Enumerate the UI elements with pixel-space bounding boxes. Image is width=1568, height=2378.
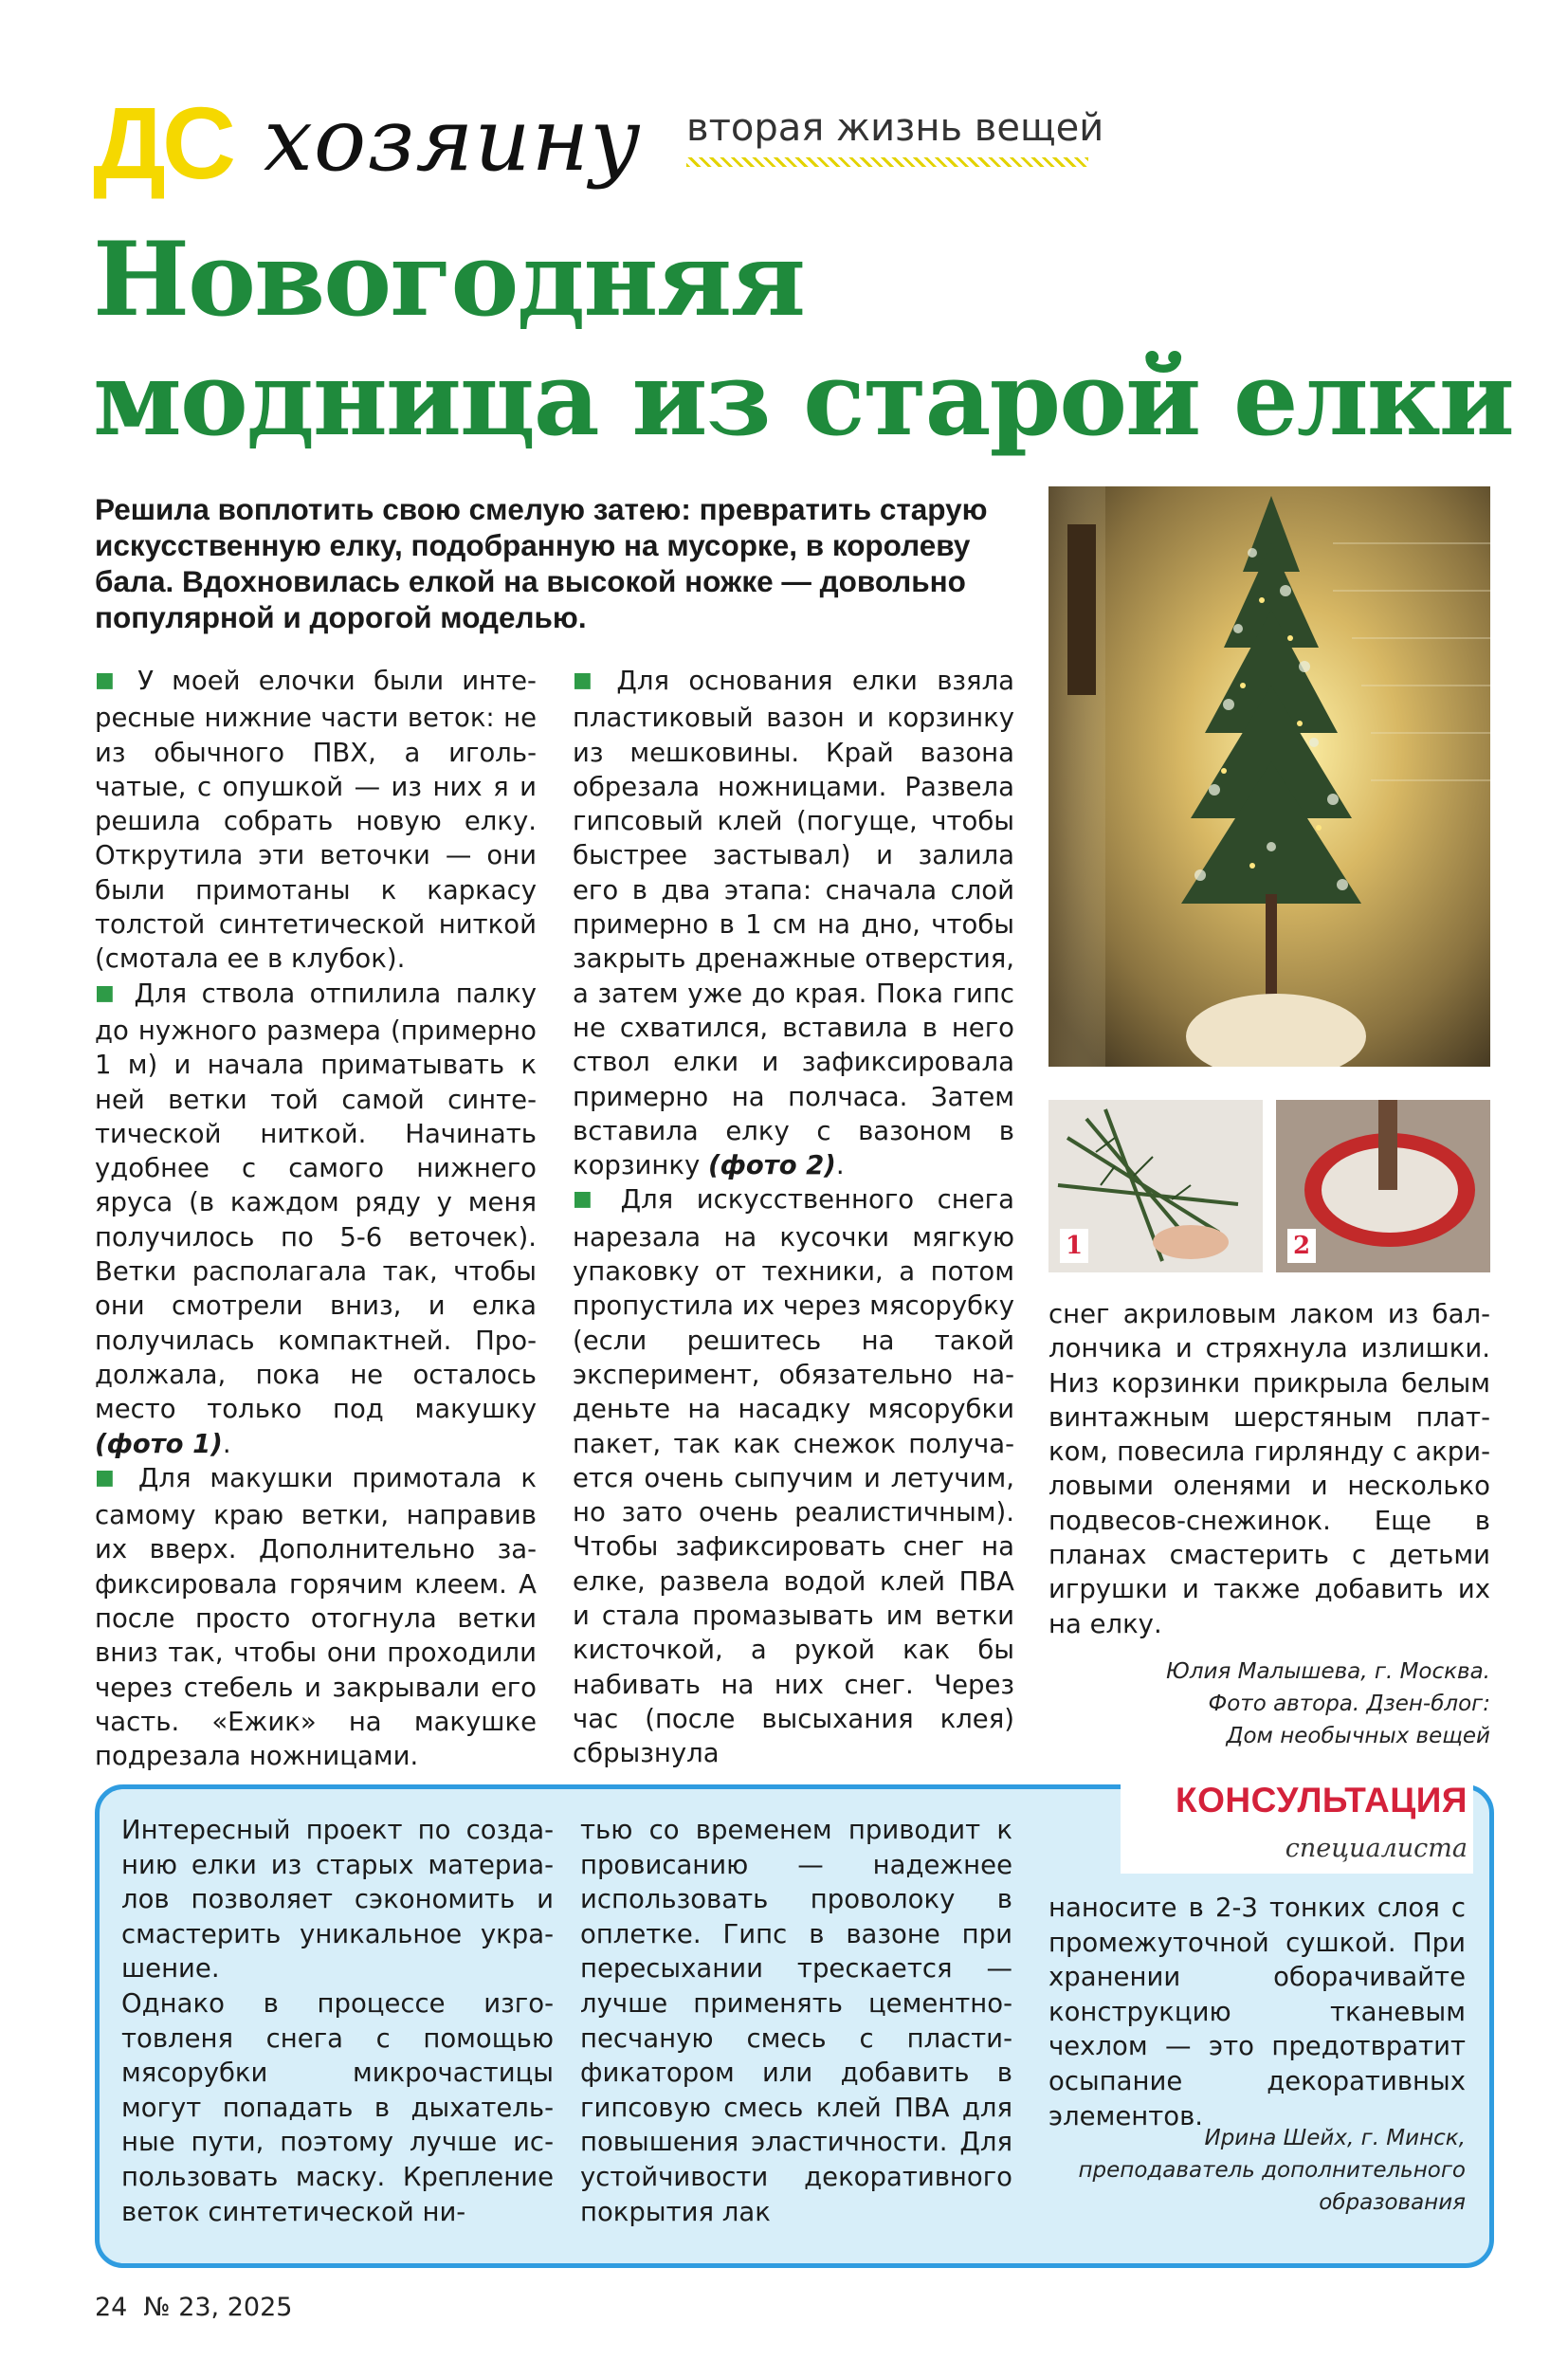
text-column-1 <box>95 664 537 1774</box>
photo-number: 2 <box>1287 1229 1316 1263</box>
article-lead: Решила воплотить свою смелую затею: превратить старую искусственную елку, подобранную на мусорке, в королеву бала. Вдохновилась елкой на высокой ножке — довольно популярной и дорогой моделью. <box>95 492 988 634</box>
page-footer <box>95 2293 292 2322</box>
article-title <box>93 220 1513 459</box>
paragraph: тью со временем приводит к провисанию — надежнее использовать проволоку в оплетке. Гипс в вазоне при пересыхании трескается — лучше применять цементно-песчаную смесь с пластификатором или добавить в гипсовую смесь клей ПВА для повышения эластичности. Для устойчивости декоративного покрытия лак <box>580 1815 1012 2227</box>
page-number: 24 <box>95 2293 128 2322</box>
consultation-column-1 <box>121 1813 554 2229</box>
consultation-credits <box>1048 2122 1466 2219</box>
text-column-3 <box>1048 1297 1490 1641</box>
photo-reference: (фото 1) <box>95 1428 223 1459</box>
credit-author: Юлия Малышева, г. Москва. <box>1165 1659 1490 1684</box>
expert-role: преподаватель дополнительного <box>1078 2158 1466 2183</box>
photo-step-1 <box>1048 1100 1263 1272</box>
paragraph: ■ У моей елочки были интересные нижние части веток: не из обычного ПВХ, а игольчатые, с опушкой — из них я и решила собрать новую елку. Открутила эти веточки — они были примотаны к каркасу толстой синтетической ниткой (смотала ее в клубок). <box>95 664 537 977</box>
expert-name: Ирина Шейх, г. Минск, <box>1204 2126 1466 2150</box>
paragraph: наносите в 2-3 тонких слоя с промежуточной сушкой. При хранении оборачивайте конструкцию тканевым чехлом — это предотвратит осыпание декоративных элементов. <box>1048 1893 1466 2131</box>
article-credits <box>1048 1655 1490 1752</box>
rubric-underline <box>686 157 1088 167</box>
rubric-label: вторая жизнь вещей <box>686 106 1104 150</box>
consultation-subtitle: специалиста <box>1285 1834 1468 1863</box>
photo-reference: (фото 2) <box>708 1150 836 1181</box>
logo-mark: ДС <box>93 85 232 200</box>
paragraph: ■ Для основания елки взяла пластиковый вазон и корзинку из мешковины. Край вазона обрезала ножницами. Развела гипсовый клей (погуще, чтобы быстрее застывал) и залила его в два этапа: сначала слой примерно в 1 см на дно, чтобы закрыть дренажные отверстия, а затем уже до края. Пока гипс не схватился, вставила в него ствол елки и зафиксировала примерно на полчаса. Затем вставила елку с вазоном в корзинку (фото 2). <box>573 664 1014 1182</box>
paragraph: Однако в процессе изготовленя снега с помощью мясорубки микрочастицы могут попадать в дыхательные пути, поэтому лучше использовать маску. Крепление веток синтетической ни- <box>121 1987 554 2227</box>
photo-step-2 <box>1276 1100 1490 1272</box>
text-column-2 <box>573 664 1014 1771</box>
tree-photo-image <box>1048 486 1490 1067</box>
logo-word: хозяину <box>264 89 642 191</box>
paragraph: ■ Для искусственного снега нарезала на кусочки мягкую упаковку от техники, а потом пропустила их через мясорубку (если решитесь на такой эксперимент, обязательно наденьте на насадку мясорубки пакет, так как снежок получается очень сыпучим и летучим, но зато очень реалистичным). Чтобы зафиксировать снег на елке, развела водой клей ПВА и стала промазывать им ветки кисточкой, а рукой как бы набивать на них снег. Через час (после высыхания клея) сбрызнула <box>573 1182 1014 1770</box>
title-line-1: Новогодняя <box>93 220 804 339</box>
paragraph: ■ Для ствола отпилила палку до нужного размера (примерно 1 м) и начала приматывать к ней ветки той самой синтетической ниткой. Начинать удобнее с самого нижнего яруса (в каждом ряду у меня получилось по 5-6 веточек). Ветки располагала так, чтобы они смотрели вниз, и елка получилась компактней. Продолжала, пока не осталось место только под макушку (фото 1). <box>95 977 537 1461</box>
credit-photo: Фото автора. Дзен-блог: <box>1208 1692 1490 1716</box>
consultation-title: КОНСУЛЬТАЦИЯ <box>1176 1781 1468 1820</box>
tree-photo <box>1048 486 1490 1067</box>
photo-number: 1 <box>1060 1229 1088 1263</box>
title-line-2: модница из старой елки <box>93 339 1513 459</box>
expert-role-cont: образования <box>1319 2190 1466 2215</box>
credit-blog: Дом необычных вещей <box>1226 1724 1490 1748</box>
paragraph: снег акриловым лаком из баллончика и стряхнула излишки. Низ корзинки прикрыла белым винтажным шерстяным платком, повесила гирлянду с акриловыми оленями и несколько подвесов-снежинок. Еще в планах смастерить с детьми игрушки и также добавить их на елку. <box>1048 1299 1490 1639</box>
paragraph: ■ Для макушки примотала к самому краю ветки, направив их вверх. Дополнительно зафиксировала горячим клеем. А после просто отогнула ветки вниз так, чтобы они проходили через стебель и закрывали его часть. «Ежик» на макушке подрезала ножницами. <box>95 1461 537 1774</box>
consultation-column-3 <box>1048 1891 1466 2133</box>
paragraph: Интересный проект по созданию елки из старых материалов позволяет сэкономить и смастерить уникальное украшение. <box>121 1815 554 1985</box>
consultation-column-2 <box>580 1813 1012 2229</box>
issue-number: № 23, 2025 <box>143 2293 293 2322</box>
